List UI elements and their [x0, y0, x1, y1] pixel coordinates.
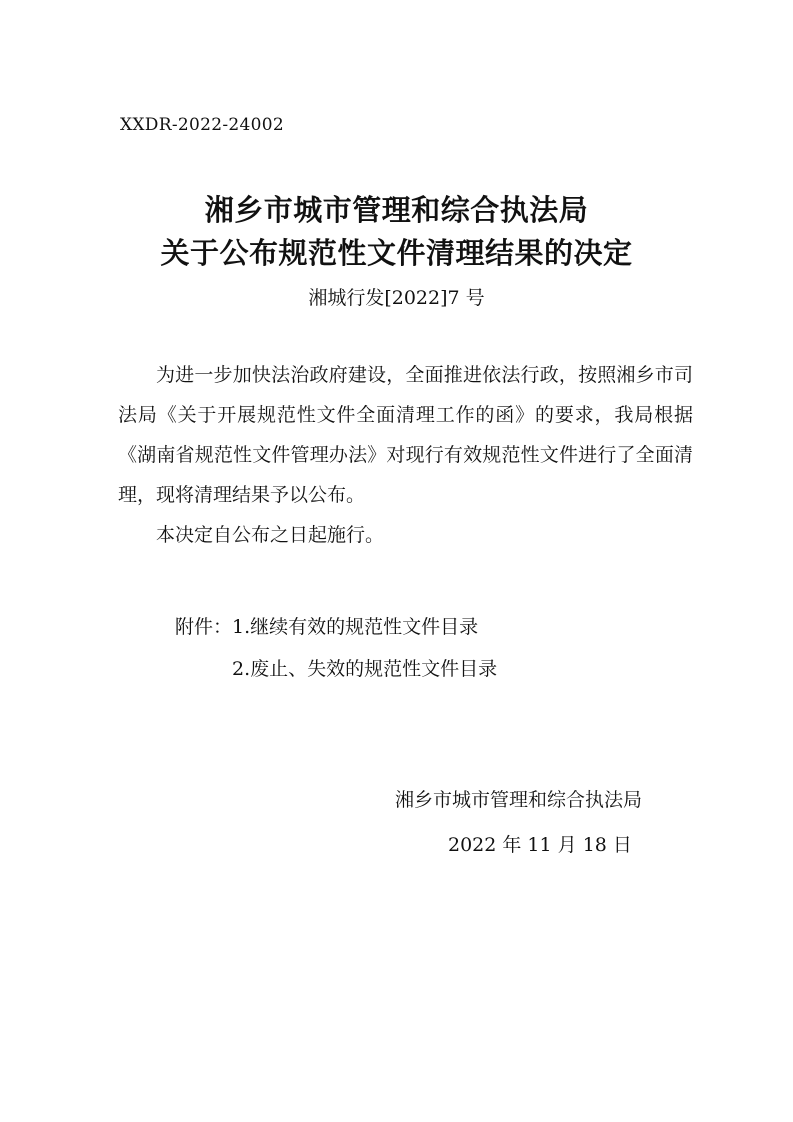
body-paragraph-1: 为进一步加快法治政府建设，全面推进依法行政，按照湘乡市司法局《关于开展规范性文件全面清理工作的函》的要求，我局根据《湖南省规范性文件管理办法》对现行有效规范性文件进行了全面清理，现将清理结果予以公布。	[118, 364, 693, 506]
attachment-row-1	[175, 606, 497, 648]
attachment-item-2: 2.废止、失效的规范性文件目录	[232, 658, 498, 680]
body-paragraph-2: 本决定自公布之日起施行。	[156, 524, 385, 546]
document-number: 湘城行发[2022]7 号	[308, 287, 485, 309]
attachment-item-1: 1.继续有效的规范性文件目录	[232, 616, 479, 638]
attachment-label: 附件：	[175, 616, 233, 638]
attachment-row-2	[175, 648, 497, 690]
document-code: XXDR-2022-24002	[120, 115, 284, 135]
signature-block	[395, 778, 642, 868]
signature-org: 湘乡市城市管理和综合执法局	[395, 789, 643, 811]
document-body	[118, 355, 693, 555]
title-line-1: 湘乡市城市管理和综合执法局	[204, 193, 589, 227]
title-line-2: 关于公布规范性文件清理结果的决定	[160, 236, 633, 270]
attachments-list	[175, 606, 497, 690]
signature-date: 2022 年 11 月 18 日	[448, 834, 632, 856]
